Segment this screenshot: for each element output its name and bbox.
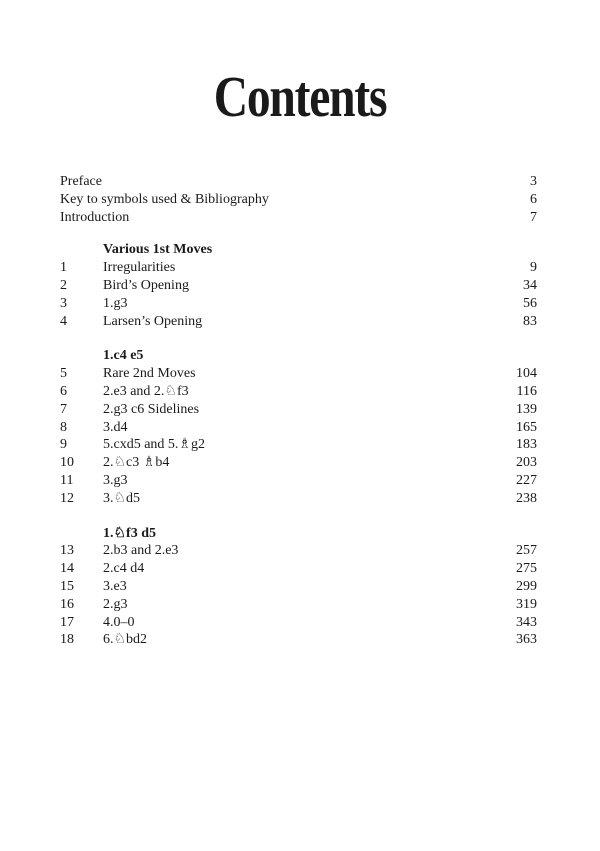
- chapter-page: 165: [516, 419, 537, 435]
- chapter-number: 1: [60, 260, 67, 276]
- chapter-page: 139: [516, 401, 537, 417]
- section-heading: Various 1st Moves: [103, 242, 213, 258]
- chapter-number: 6: [60, 383, 67, 399]
- chapter-title: Irregularities: [103, 260, 176, 276]
- chapter-title: 6.♘bd2: [103, 632, 148, 648]
- chapter-title: 2.♘c3 ♗b4: [103, 455, 170, 471]
- chapter-number: 11: [60, 472, 74, 488]
- toc-chapter-row[interactable]: [60, 596, 537, 614]
- page-title: Contents: [213, 64, 387, 129]
- section-spacer: [60, 508, 537, 525]
- toc-chapter-row[interactable]: [60, 454, 537, 472]
- toc-entry-page: 6: [530, 191, 537, 207]
- chapter-title: 2.g3: [103, 596, 128, 612]
- chapter-title: 2.c4 d4: [103, 561, 145, 577]
- chapter-title: 5.cxd5 and 5.♗g2: [103, 437, 205, 453]
- chapter-page: 56: [523, 295, 537, 311]
- toc-chapter-row[interactable]: [60, 472, 537, 490]
- chapter-number: 15: [60, 578, 74, 594]
- chapter-page: 9: [530, 260, 537, 276]
- chapter-number: 17: [60, 614, 74, 630]
- chapter-title: Rare 2nd Moves: [103, 366, 196, 382]
- chapter-title: 2.b3 and 2.e3: [103, 543, 179, 559]
- toc-chapter-row[interactable]: [60, 614, 537, 632]
- toc-chapter-row[interactable]: [60, 419, 537, 437]
- chapter-page: 183: [516, 437, 537, 453]
- toc-chapter-row[interactable]: [60, 578, 537, 596]
- chapter-number: 7: [60, 401, 67, 417]
- chapter-title: 4.0–0: [103, 614, 135, 630]
- toc-chapter-row[interactable]: [60, 365, 537, 383]
- toc-chapter-row[interactable]: [60, 259, 537, 277]
- chapter-page: 227: [516, 472, 537, 488]
- chapter-title: 3.d4: [103, 419, 128, 435]
- toc-chapter-row[interactable]: [60, 631, 537, 649]
- chapter-page: 104: [516, 366, 537, 382]
- toc-entry-introduction[interactable]: [60, 209, 537, 227]
- toc-chapter-row[interactable]: [60, 560, 537, 578]
- chapter-page: 238: [516, 490, 537, 506]
- toc-entry-key-to-symbols[interactable]: [60, 191, 537, 209]
- toc-entry-title: Preface: [60, 174, 102, 189]
- chapter-number: 12: [60, 490, 74, 506]
- chapter-title: 2.e3 and 2.♘f3: [103, 383, 189, 399]
- toc-chapter-row[interactable]: [60, 277, 537, 295]
- chapter-number: 9: [60, 437, 67, 453]
- chapter-number: 4: [60, 313, 67, 329]
- chapter-title: Bird’s Opening: [103, 277, 189, 293]
- chapter-title: 3.e3: [103, 578, 127, 594]
- chapter-number: 14: [60, 561, 74, 577]
- chapter-page: 34: [523, 277, 537, 293]
- toc-entry-preface[interactable]: [60, 173, 537, 191]
- chapter-title: 3.♘d5: [103, 490, 141, 506]
- toc-entry-title: Introduction: [60, 209, 130, 225]
- chapter-number: 8: [60, 419, 67, 435]
- chapter-number: 13: [60, 543, 74, 559]
- toc-chapter-row[interactable]: [60, 401, 537, 419]
- toc-entry-page: 3: [530, 174, 537, 189]
- chapter-title: 1.g3: [103, 295, 128, 311]
- chapter-title: 2.g3 c6 Sidelines: [103, 401, 200, 417]
- toc-chapter-row[interactable]: [60, 542, 537, 560]
- chapter-title: Larsen’s Opening: [103, 313, 203, 329]
- chapter-page: 363: [516, 632, 537, 648]
- chapter-number: 3: [60, 295, 67, 311]
- toc-chapter-row[interactable]: [60, 436, 537, 454]
- chapter-page: 343: [516, 614, 537, 630]
- section-heading: 1.♘f3 d5: [103, 525, 156, 541]
- chapter-page: 83: [523, 313, 537, 329]
- section-heading: 1.c4 e5: [103, 348, 144, 364]
- chapter-number: 2: [60, 277, 67, 293]
- chapter-page: 319: [516, 596, 537, 612]
- chapter-page: 116: [516, 383, 537, 399]
- chapter-number: 5: [60, 366, 67, 382]
- toc-chapter-row[interactable]: [60, 490, 537, 508]
- chapter-page: 275: [516, 561, 537, 577]
- toc-entry-title: Key to symbols used & Bibliography: [60, 191, 269, 207]
- toc-chapter-row[interactable]: [60, 383, 537, 401]
- chapter-title: 3.g3: [103, 472, 128, 488]
- section-spacer: [60, 330, 537, 347]
- section-spacer: [60, 226, 537, 241]
- chapter-number: 10: [60, 455, 74, 471]
- toc-chapter-row[interactable]: [60, 313, 537, 331]
- chapter-page: 299: [516, 578, 537, 594]
- toc-chapter-row[interactable]: [60, 295, 537, 313]
- chapter-number: 16: [60, 596, 74, 612]
- chapter-page: 257: [516, 543, 537, 559]
- toc-entry-page: 7: [530, 209, 537, 225]
- chapter-number: 18: [60, 632, 74, 648]
- chapter-page: 203: [516, 455, 537, 471]
- table-of-contents: [60, 173, 537, 649]
